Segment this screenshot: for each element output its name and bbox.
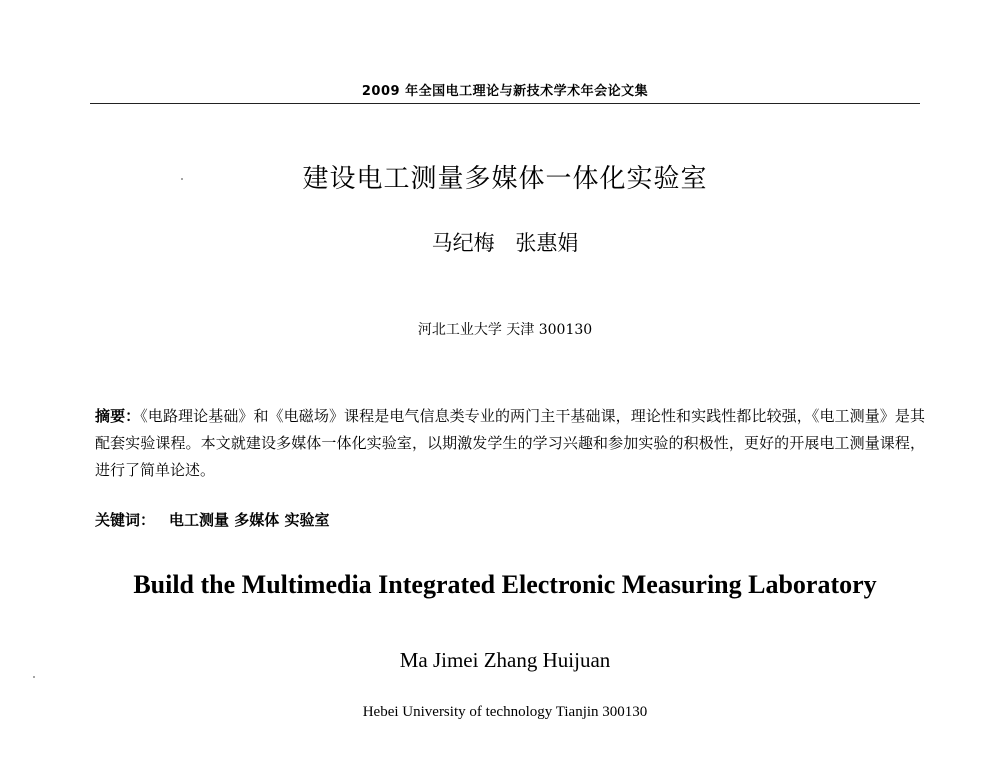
keywords-label: 关键词： bbox=[95, 511, 156, 529]
abstract-label: 摘要： bbox=[95, 407, 141, 425]
affiliation-en: Hebei University of technology Tianjin 300130 bbox=[362, 704, 648, 720]
header-rule bbox=[90, 103, 920, 104]
paper-title-en: Build the Multimedia Integrated Electronic Measuring Laboratory bbox=[133, 570, 877, 599]
authors-en: Ma Jimei Zhang Huijuan bbox=[399, 648, 611, 672]
authors-cn: 马纪梅 张惠娟 bbox=[431, 231, 579, 255]
abstract-text: 《电路理论基础》和《电磁场》课程是电气信息类专业的两门主干基础课，理论性和实践性都比较强，《电工测量》是其配套实验课程。本文就建设多媒体一体化实验室，以期激发学生的学习兴趣和参加实验的积极性，更好的开展电工测量课程，进行了简单论述。 bbox=[95, 407, 925, 479]
abstract-cn bbox=[95, 403, 925, 484]
keywords-cn bbox=[95, 509, 925, 530]
paper-title-cn: 建设电工测量多媒体一体化实验室 bbox=[302, 164, 708, 194]
keywords-values: 电工测量 多媒体 实验室 bbox=[169, 511, 330, 529]
running-header: 2009 年全国电工理论与新技术学术年会论文集 bbox=[361, 84, 649, 99]
scan-speck bbox=[33, 676, 35, 678]
affiliation-cn: 河北工业大学 天津 300130 bbox=[417, 322, 593, 338]
